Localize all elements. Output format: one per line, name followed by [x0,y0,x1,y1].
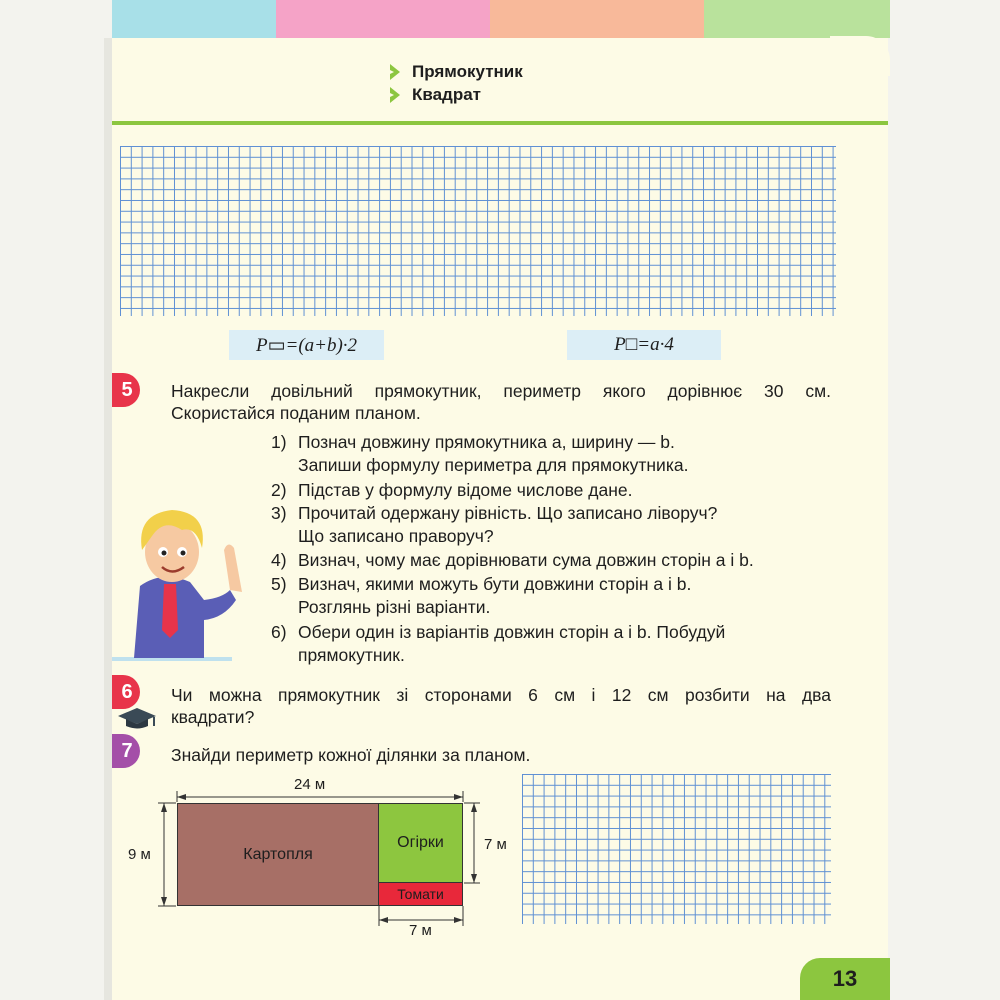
page-number: 13 [832,966,858,991]
page-number-tab [800,958,890,1000]
step-text: Визнач, якими можуть бути довжини сторін a і b. [298,574,692,594]
formula-rectangle [229,330,384,360]
plan-bottom-dimension: 7 м [409,922,432,939]
step-number: 1) [271,432,287,452]
header-tab-orange [490,0,704,38]
chevron-right-icon [388,63,402,81]
task6-line1: Чи можна прямокутник зі сторонами 6 см і 12 см розбити на два [171,685,831,705]
task6-line2: квадрати? [171,707,255,727]
plan-left-dimension: 9 м [128,846,151,863]
topic-square [388,85,481,105]
step-number: 3) [271,503,287,523]
task5-intro-line1: Накресли довільний прямокутник, периметр якого дорівнює 30 см. [171,381,831,401]
plot-potatoes [177,803,379,906]
task-number: 7 [121,739,133,762]
plot-tomatoes-label: Томати [397,886,444,902]
step-number: 5) [271,574,287,594]
plan-diagram [120,770,520,950]
header-divider [112,121,888,125]
chevron-right-icon [388,86,402,104]
header-tab-green [704,0,890,38]
topic-rectangle [388,62,523,82]
task5-step-2 [271,479,801,502]
task-number: 6 [121,680,133,703]
task-number: 5 [121,378,133,401]
step-text: Прочитай одержану рівність. Що записано ліворуч? [298,503,718,523]
task5-step-1 [271,431,801,476]
plot-potatoes-label: Картопля [243,845,313,863]
step-text-cont: Що записано праворуч? [298,525,494,546]
formula-rectangle-text: P▭=(a+b)·2 [255,334,358,356]
grid-area-top [120,146,836,316]
task5-step-3 [271,502,841,547]
step-text-cont: прямокутник. [298,644,405,665]
task7-text: Знайди периметр кожної ділянки за планом. [171,745,531,765]
plot-tomatoes [378,882,463,906]
page-corner [830,36,890,76]
boy-illustration [112,500,252,665]
task5-intro-line2: Скористайся поданим планом. [171,403,421,423]
task5-step-6 [271,621,841,666]
step-text: Обери один із варіантів довжин сторін a і b. Побудуй [298,622,726,642]
step-number: 2) [271,480,287,500]
topic-label: Прямокутник [412,62,523,81]
step-text-cont: Запиши формулу периметра для прямокутника. [298,454,689,475]
graduation-cap-icon [116,706,158,730]
formula-square [567,330,721,360]
step-number: 6) [271,622,287,642]
page-edge-shadow [104,38,112,1000]
grid-area-bottom [522,774,831,924]
step-text: Підстав у формулу відоме числове дане. [298,480,633,500]
header-tab-blue [112,0,276,38]
task5-step-5 [271,573,841,618]
header-tab-pink [276,0,490,38]
step-text: Визнач, чому має дорівнювати сума довжин сторін a і b. [298,550,754,570]
plot-cucumbers-label: Огірки [397,834,444,851]
plan-top-dimension: 24 м [294,776,326,793]
step-number: 4) [271,550,287,570]
plot-cucumbers [378,803,463,883]
step-text-cont: Розглянь різні варіанти. [298,596,491,617]
task5-step-4 [271,549,841,572]
step-text: Познач довжину прямокутника a, ширину — b. [298,432,675,452]
plan-right-dimension: 7 м [484,836,507,853]
topic-label: Квадрат [412,85,482,104]
formula-square-text: P□=a·4 [614,334,674,355]
